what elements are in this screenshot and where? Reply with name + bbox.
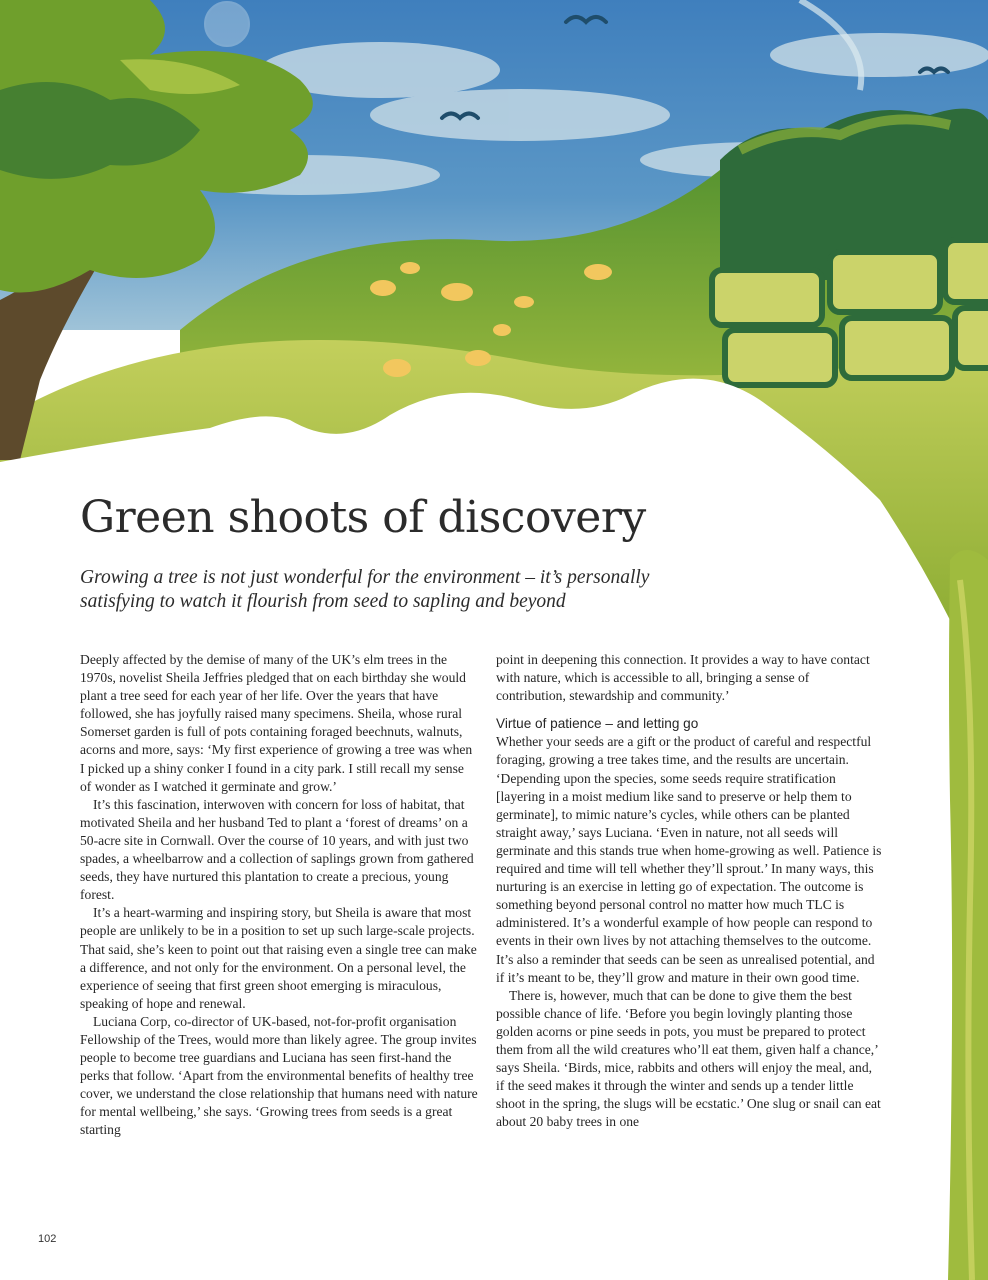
paragraph: Luciana Corp, co-director of UK-based, not-for-profit organisation Fellowship of the Trees, would more than likely agree. The group invites people to become tree guardians and Luciana has seen first-hand the perks that follow. ‘Apart from the environmental benefits of healthy tree cover, we understand the close relationship that humans need with nature for mental wellbeing,’ she says. ‘Growing trees from seeds is a great starting: [80, 1013, 478, 1138]
left-column: [80, 651, 478, 1140]
paragraph: Deeply affected by the demise of many of the UK’s elm trees in the 1970s, novelist Sheila Jeffries pledged that on each birthday she would plant a tree seed for each year of her life. Over the years that have followed, she has joyfully raised many specimens. Sheila, whose rural Somerset garden is full of pots containing foraged beechnuts, walnuts, acorns and more, says: ‘My first experience of growing a tree was when I picked up a shiny conker I found in a city park. I still recall my sense of wonder as I watched it germinate and grow.’: [80, 652, 473, 794]
paragraph: It’s a heart-warming and inspiring story, but Sheila is aware that most people are unlikely to be in a position to set up such large-scale projects. That said, she’s keen to point out that raising even a single tree can make a difference, and not only for the environment. On a personal level, the experience of seeing that first green shoot emerging is miraculous, speaking of hope and renewal.: [80, 905, 477, 1011]
right-column: [496, 651, 882, 1131]
bubble: [205, 2, 249, 46]
paragraph: point in deepening this connection. It provides a way to have contact with nature, which is accessible to all, bringing a sense of contribution, stewardship and community.’: [496, 652, 870, 704]
article-title: Green shoots of discovery: [80, 492, 646, 543]
subheading: Virtue of patience – and letting go: [496, 716, 699, 732]
page-number: 102: [38, 1233, 57, 1245]
article-standfirst: Growing a tree is not just wonderful for the environment – it’s personally satisfying to watch it flourish from seed to sapling and beyond: [80, 567, 650, 612]
paragraph: There is, however, much that can be done to give them the best possible chance of life. ‘Before you begin lovingly planting those golden acorns or pine seeds in pots, you must be prepared to protect them from all the wild creatures who’ll eat them, given half a chance,’ says Sheila. ‘Birds, mice, rabbits and others will enjoy the meal, and, if the seed makes it through the winter and sends up a tender little shoot in the spring, the slugs will be ecstatic.’ One slug or snail can eat about 20 baby trees in one: [496, 987, 881, 1130]
paragraph: It’s this fascination, interwoven with concern for loss of habitat, that motivated Sheila and her husband Ted to plant a ‘forest of dreams’ on a 50-acre site in Cornwall. Over the course of 10 years, and with just two spades, a wheelbarrow and a collection of saplings grown from gathered seeds, they have nurtured this plantation to create a precious, young forest.: [80, 796, 474, 903]
paragraph: Whether your seeds are a gift or the product of careful and respectful foraging, growing a tree takes time, and the results are uncertain. ‘Depending upon the species, some seeds require stratification [layering in a moist medium like sand to preserve or help them to germinate], to mimic nature’s cycles, while others can be planted straight away,’ says Luciana. ‘Even in nature, not all seeds will germinate and this stands true when home-growing as well. Patience is required and time will tell whether they’ll sprout.’ In many ways, this nurturing is an exercise in letting go of expectation. The outcome is something beyond personal control no matter how much TLC is administered. It’s a wonderful example of how people can respond to events in their own lives by not attaching themselves to the outcome. It’s also a reminder that seeds can be seen as unrealised potential, and if it’s meant to be, they’ll grow and mature in their own good time.: [496, 734, 882, 985]
